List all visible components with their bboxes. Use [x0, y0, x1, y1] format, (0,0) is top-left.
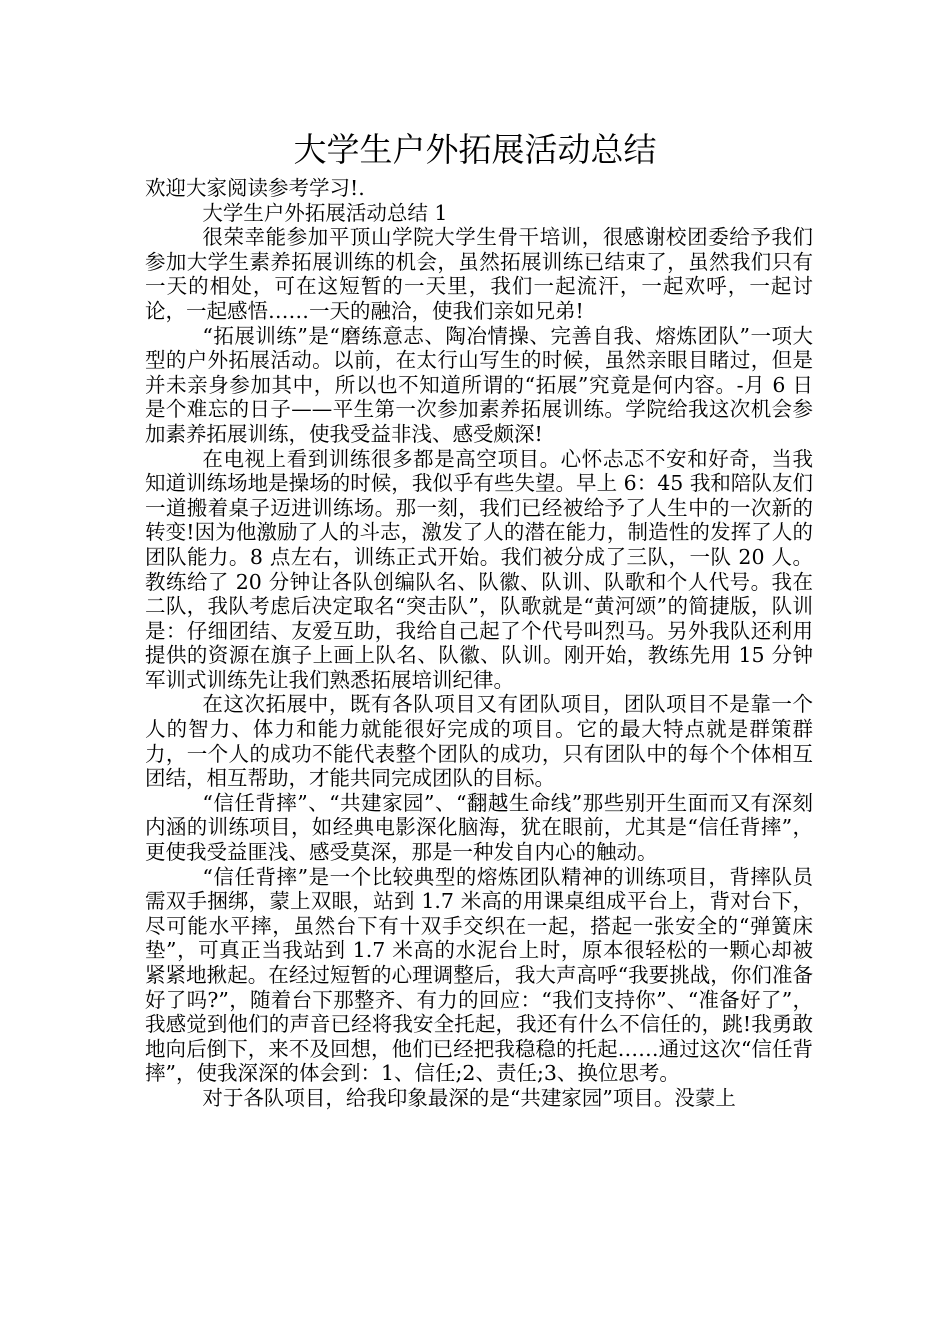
- paragraph: 对于各队项目，给我印象最深的是“共建家园”项目。没蒙上: [202, 1085, 736, 1110]
- paragraph: 在这次拓展中，既有各队项目又有团队项目，团队项目不是靠一个人的智力、体力和能力就能很好完成的项目。它的最大特点就是群策群力，一个人的成功不能代表整个团队的成功，只有团队中的每个个体相互团结，相互帮助，才能共同完成团队的目标。: [145, 692, 813, 791]
- intro-line: 欢迎大家阅读参考学习!.: [145, 176, 365, 200]
- document-title: 大学生户外拓展活动总结: [293, 130, 657, 169]
- paragraph: 在电视上看到训练很多都是高空项目。心怀忐忑不安和好奇，当我知道训练场地是操场的时候，我似乎有些失望。早上 6：45 我和陪队友们一道搬着桌子迈进训练场。那一刻，我们已经被给予了人生中的一次新的转变!因为他激励了人的斗志，激发了人的潜在能力，制造性的发挥了人的团队能力。8 点左右，训练正式开始。我们被分成了三队，一队 20 人。教练给了 20 分钟让各队创编队名、队徽、队训、队歌和个人代号。我在二队，我队考虑后决定取名“突击队”，队歌就是“黄河颂”的简捷版，队训是：仔细团结、友爱互助，我给自己起了个代号叫烈马。另外我队还利用提供的资源在旗子上画上队名、队徽、队训。刚开始，教练先用 15 分钟军训式训练先让我们熟悉拓展培训纪律。: [145, 446, 813, 692]
- paragraph: 很荣幸能参加平顶山学院大学生骨干培训，很感谢校团委给予我们参加大学生素养拓展训练的机会，虽然拓展训练已结束了，虽然我们只有一天的相处，可在这短暂的一天里，我们一起流汗，一起欢呼，一起讨论，一起感悟……一天的融洽，使我们亲如兄弟!: [145, 225, 813, 323]
- paragraph: “信任背摔”、“共建家园”、“翻越生命线”那些别开生面而又有深刻内涵的训练项目，如经典电影深化脑海，犹在眼前，尤其是“信任背摔”，更使我受益匪浅、感受莫深，那是一种发自内心的触动。: [145, 790, 813, 865]
- section-heading: 大学生户外拓展活动总结 1: [202, 200, 448, 225]
- document-body: [145, 176, 813, 1111]
- paragraph: “信任背摔”是一个比较典型的熔炼团队精神的训练项目，背摔队员需双手捆绑，蒙上双眼，站到 1.7 米高的用课桌组成平台上，背对台下，尽可能水平摔，虽然台下有十双手交织在一起，搭起一张安全的“弹簧床垫”，可真正当我站到 1.7 米高的水泥台上时，原本很轻松的一颗心却被紧紧地揪起。在经过短暂的心理调整后，我大声高呼“我要挑战，你们准备好了吗?”，随着台下那整齐、有力的回应：“我们支持你”、“准备好了”，我感觉到他们的声音已经将我安全托起，我还有什么不信任的，跳!我勇敢地向后倒下，来不及回想，他们已经把我稳稳的托起……通过这次“信任背摔”，使我深深的体会到：1、信任;2、责任;3、换位思考。: [145, 864, 813, 1086]
- paragraph: “拓展训练”是“磨练意志、陶冶情操、完善自我、熔炼团队”一项大型的户外拓展活动。以前，在太行山写生的时候，虽然亲眼目睹过，但是并未亲身参加其中，所以也不知道所谓的“拓展”究竟是何内容。-月 6 日是个难忘的日子——平生第一次参加素养拓展训练。学院给我这次机会参加素养拓展训练，使我受益非浅、感受颇深!: [145, 323, 813, 446]
